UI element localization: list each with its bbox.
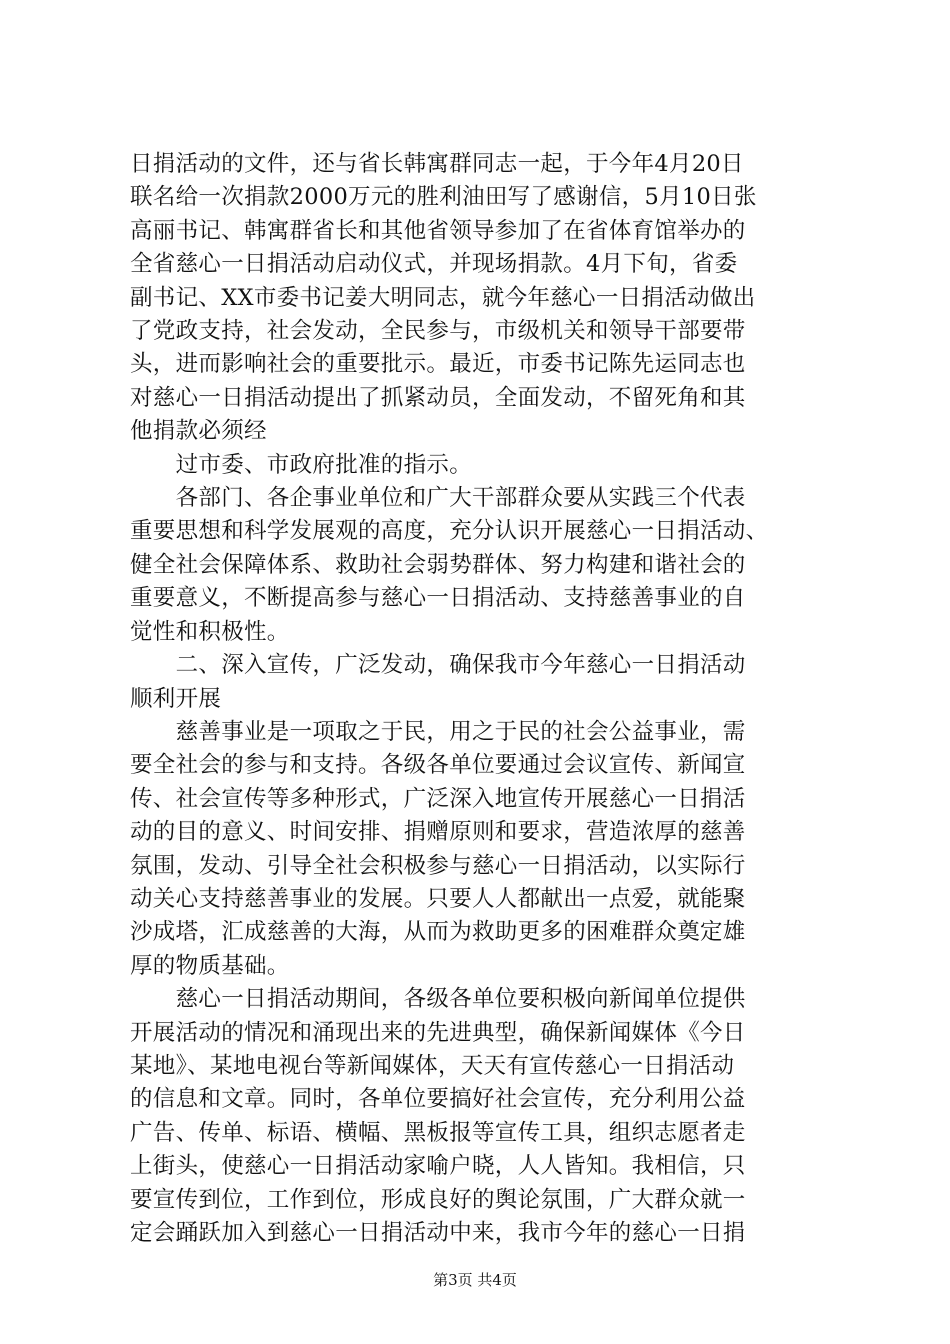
text-line: 重要意义，不断提高参与慈心一日捐活动、支持慈善事业的自 (130, 585, 746, 612)
page-number-footer: 第3页 共4页 (433, 1271, 517, 1289)
text-line: 开展活动的情况和涌现出来的先进典型，确保新闻媒体《今日 (130, 1019, 746, 1046)
text-line: 上街头，使慈心一日捐活动家喻户晓，人人皆知。我相信，只 (130, 1153, 746, 1180)
text-line: 健全社会保障体系、救助社会弱势群体、努力构建和谐社会的 (130, 551, 746, 578)
text-line: 广告、传单、标语、横幅、黑板报等宣传工具，组织志愿者走 (130, 1119, 746, 1146)
text-line: 了党政支持，社会发动，全民参与，市级机关和领导干部要带 (130, 318, 746, 345)
text-line: 传、社会宣传等多种形式，广泛深入地宣传开展慈心一日捐活 (130, 785, 746, 812)
text-line: 要全社会的参与和支持。各级各单位要通过会议宣传、新闻宣 (130, 752, 746, 779)
document-body (130, 148, 830, 1250)
text-line: 氛围，发动、引导全社会积极参与慈心一日捐活动，以实际行 (130, 852, 746, 879)
text-line: 日捐活动的文件，还与省长韩寓群同志一起，于今年4月20日 (130, 151, 744, 177)
text-line: 重要思想和科学发展观的高度，充分认识开展慈心一日捐活动、 (130, 518, 769, 545)
text-line: 慈心一日捐活动期间，各级各单位要积极向新闻单位提供 (130, 986, 746, 1013)
section-heading: 顺利开展 (130, 685, 222, 712)
text-line: 过市委、市政府批准的指示。 (130, 451, 473, 478)
text-line: 觉性和积极性。 (130, 618, 290, 645)
text-line: 的信息和文章。同时，各单位要搞好社会宣传，充分利用公益 (130, 1086, 746, 1113)
text-line: 要宣传到位，工作到位，形成良好的舆论氛围，广大群众就一 (130, 1186, 746, 1213)
text-line: 动的目的意义、时间安排、捐赠原则和要求，营造浓厚的慈善 (130, 819, 746, 846)
text-line: 他捐款必须经 (130, 418, 267, 445)
text-line: 联名给一次捐款2000万元的胜利油田写了感谢信，5月10日张 (130, 184, 757, 211)
text-line: 对慈心一日捐活动提出了抓紧动员，全面发动，不留死角和其 (130, 384, 746, 411)
text-line: 动关心支持慈善事业的发展。只要人人都献出一点爱，就能聚 (130, 885, 746, 912)
text-line: 头，进而影响社会的重要批示。最近，市委书记陈先运同志也 (130, 351, 746, 378)
text-line: 高丽书记、韩寓群省长和其他省领导参加了在省体育馆举办的 (130, 217, 746, 244)
text-line: 定会踊跃加入到慈心一日捐活动中来，我市今年的慈心一日捐 (130, 1220, 746, 1246)
text-line: 全省慈心一日捐活动启动仪式，并现场捐款。4月下旬，省委 (130, 251, 738, 278)
text-line: 某地》、某地电视台等新闻媒体，天天有宣传慈心一日捐活动 (130, 1052, 735, 1079)
text-line: 慈善事业是一项取之于民，用之于民的社会公益事业，需 (130, 718, 746, 745)
text-line: 沙成塔，汇成慈善的大海，从而为救助更多的困难群众奠定雄 (130, 919, 746, 946)
text-line: 厚的物质基础。 (130, 952, 290, 979)
text-line: 副书记、XX市委书记姜大明同志，就今年慈心一日捐活动做出 (130, 284, 756, 311)
section-heading: 二、深入宣传，广泛发动，确保我市今年慈心一日捐活动 (130, 652, 746, 679)
text-line: 各部门、各企事业单位和广大干部群众要从实践三个代表 (130, 485, 746, 512)
